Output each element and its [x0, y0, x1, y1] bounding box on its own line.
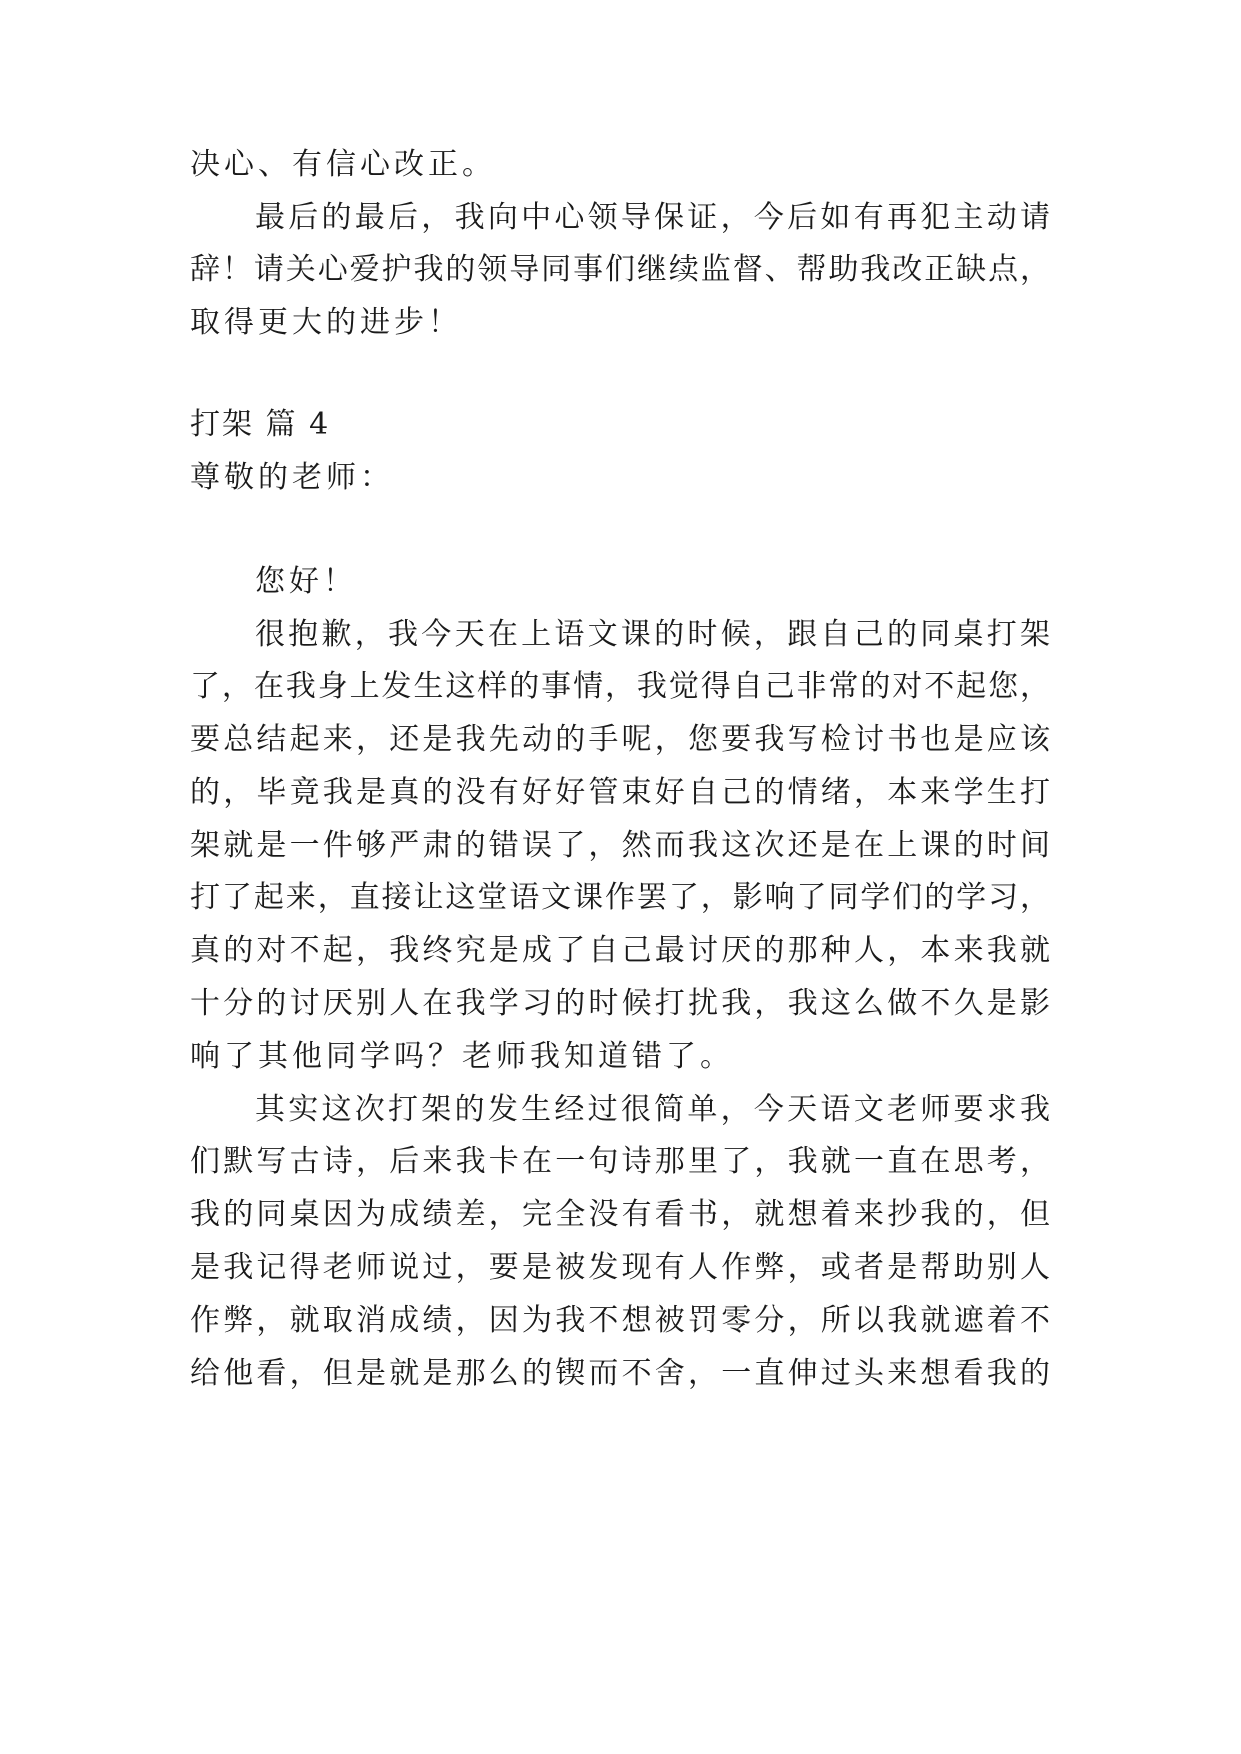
text-line: 真的对不起，我终究是成了自己最讨厌的那种人，本来我就 [190, 933, 1050, 968]
text-line: 打了起来，直接让这堂语文课作罢了，影响了同学们的学习， [190, 880, 1050, 915]
text-line: 作弊，就取消成绩，因为我不想被罚零分，所以我就遮着不 [190, 1303, 1050, 1338]
text-line: 要总结起来，还是我先动的手呢，您要我写检讨书也是应该 [190, 722, 1050, 757]
text-line: 十分的讨厌别人在我学习的时候打扰我，我这么做不久是影 [190, 986, 1050, 1021]
text-line: 其实这次打架的发生经过很简单，今天语文老师要求我 [255, 1092, 1050, 1127]
text-line: 很抱歉，我今天在上语文课的时候，跟自己的同桌打架 [255, 617, 1050, 652]
text-line: 辞！请关心爱护我的领导同事们继续监督、帮助我改正缺点， [190, 252, 1050, 287]
text-line: 我的同桌因为成绩差，完全没有看书，就想着来抄我的，但 [190, 1197, 1050, 1232]
text-line: 了，在我身上发生这样的事情，我觉得自己非常的对不起您， [190, 669, 1050, 704]
text-line: 取得更大的进步！ [190, 305, 462, 340]
text-line: 给他看，但是就是那么的锲而不舍，一直伸过头来想看我的 [190, 1356, 1050, 1391]
text-line: 是我记得老师说过，要是被发现有人作弊，或者是帮助别人 [190, 1250, 1050, 1285]
salutation: 尊敬的老师： [190, 460, 394, 495]
greeting: 您好！ [255, 564, 357, 599]
text-line: 架就是一件够严肃的错误了，然而我这次还是在上课的时间 [190, 828, 1050, 863]
text-line: 们默写古诗，后来我卡在一句诗那里了，我就一直在思考， [190, 1144, 1050, 1179]
text-line: 响了其他同学吗？老师我知道错了。 [190, 1039, 734, 1074]
text-line: 最后的最后，我向中心领导保证，今后如有再犯主动请 [255, 200, 1050, 235]
section-heading: 打架 篇 4 [190, 407, 331, 442]
text-line: 决心、有信心改正。 [190, 147, 496, 182]
text-line: 的，毕竟我是真的没有好好管束好自己的情绪，本来学生打 [190, 775, 1050, 810]
